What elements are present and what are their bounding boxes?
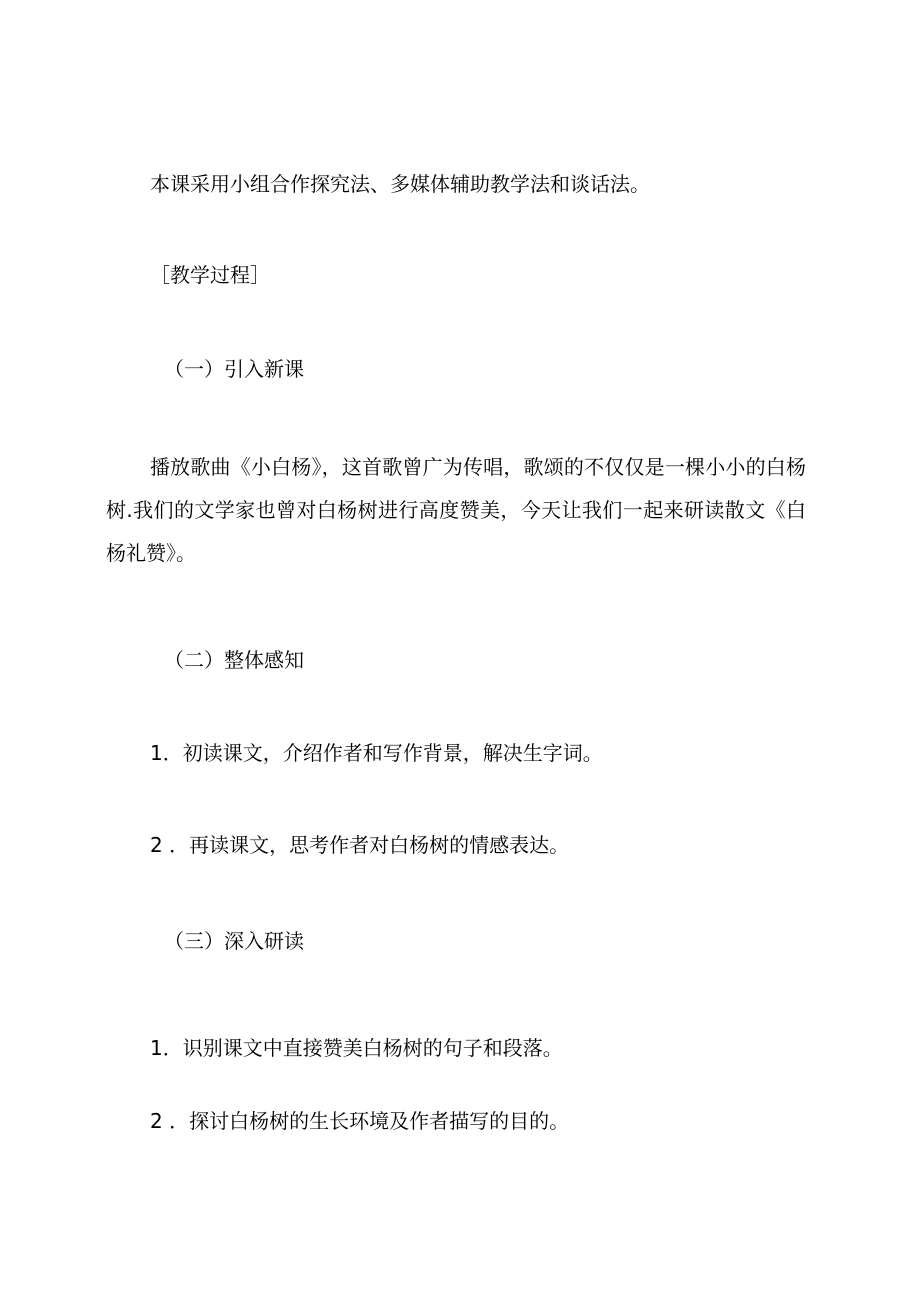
process-heading: ［教学过程］: [150, 263, 270, 287]
method-sentence: 本课采用小组合作探究法、多媒体辅助教学法和谈话法。: [150, 172, 650, 196]
section-title-3: （三）深入研读: [164, 929, 304, 953]
section-2-item-2: 2 ．再读课文，思考作者对白杨树的情感表达。: [150, 833, 570, 857]
section-3-item-1: 1．识别课文中直接赞美白杨树的句子和段落。: [150, 1036, 563, 1060]
section-1-paragraph: 播放歌曲《小白杨》，这首歌曾广为传唱，歌颂的不仅仅是一棵小小的白杨树.我们的文学家也曾对白杨树进行高度赞美，今天让我们一起来研读散文《白杨礼赞》。: [106, 455, 806, 565]
section-title-1: （一）引入新课: [164, 357, 304, 381]
section-title-2: （二）整体感知: [164, 648, 304, 672]
section-3-item-2: 2 ．探讨白杨树的生长环境及作者描写的目的。: [150, 1109, 570, 1133]
section-2-item-1: 1．初读课文，介绍作者和写作背景，解决生字词。: [150, 741, 603, 765]
